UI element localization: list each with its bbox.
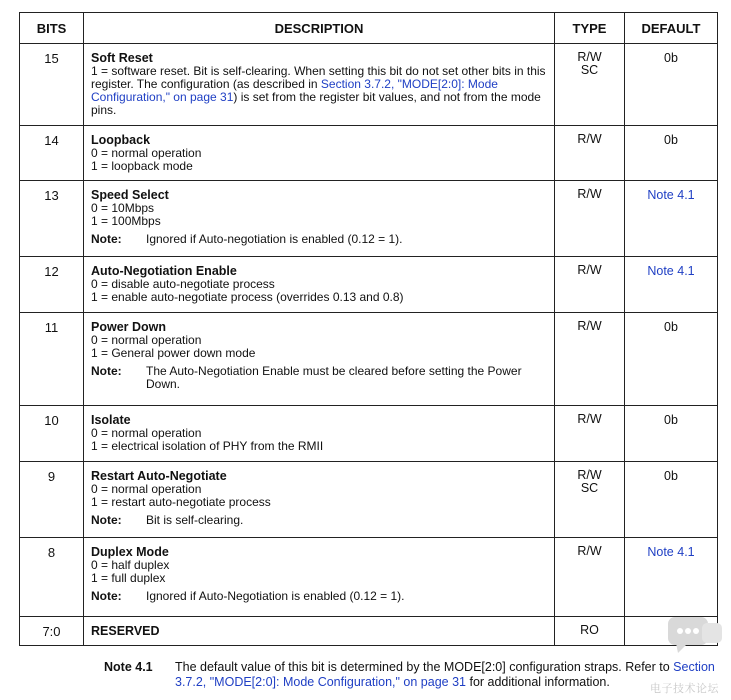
- table-row: [20, 44, 718, 126]
- note-label: Note:: [91, 232, 122, 246]
- watermark-chat-bubble-icon: [666, 615, 724, 655]
- default-cell: [625, 257, 718, 313]
- table-row: [20, 538, 718, 617]
- field-title: Speed Select: [91, 188, 169, 202]
- field-value-line: 1 = loopback mode: [91, 159, 193, 173]
- bits-cell: 11: [20, 313, 84, 406]
- field-title: Loopback: [91, 133, 151, 147]
- field-note: [91, 590, 548, 603]
- description-cell: [84, 257, 555, 313]
- table-row: [20, 126, 718, 181]
- default-cell: [625, 44, 718, 126]
- note-text: Ignored if Auto-negotiation is enabled (0.12 = 1).: [146, 232, 403, 246]
- default-cell: [625, 406, 718, 462]
- field-note: [91, 514, 548, 527]
- table-row: [20, 181, 718, 257]
- field-title: Auto-Negotiation Enable: [91, 264, 237, 278]
- note-label: Note:: [91, 513, 122, 527]
- table-row: [20, 313, 718, 406]
- bits-cell: 13: [20, 181, 84, 257]
- default-cell: [625, 313, 718, 406]
- field-value-line: 0 = normal operation: [91, 333, 202, 347]
- type-value: R/W: [577, 187, 602, 201]
- type-value: R/W: [577, 132, 602, 146]
- field-value-line: 0 = normal operation: [91, 426, 202, 440]
- field-title: RESERVED: [91, 624, 160, 638]
- default-value: 0b: [664, 469, 678, 483]
- field-value-line: 1 = restart auto-negotiate process: [91, 495, 271, 509]
- default-value: 0b: [664, 320, 678, 334]
- type-cell: [555, 257, 625, 313]
- bits-cell: 12: [20, 257, 84, 313]
- field-title: Power Down: [91, 320, 167, 334]
- description-cell: [84, 126, 555, 181]
- footnote-section-link[interactable]: Section 3.7.2, "MODE[2:0]: Mode Configuration," on page 31: [175, 660, 715, 689]
- field-value-line: 0 = disable auto-negotiate process: [91, 277, 275, 291]
- header-description: DESCRIPTION: [84, 13, 555, 44]
- type-cell: [555, 44, 625, 126]
- bits-cell: 15: [20, 44, 84, 126]
- description-cell: [84, 181, 555, 257]
- type-value: SC: [580, 63, 599, 77]
- field-value-line: 0 = half duplex: [91, 558, 170, 572]
- type-value: R/W: [577, 319, 602, 333]
- header-default: DEFAULT: [625, 13, 718, 44]
- default-note-link[interactable]: Note 4.1: [647, 188, 695, 202]
- type-value: R/W: [577, 50, 602, 64]
- note-text: The Auto-Negotiation Enable must be cleared before setting the Power Down.: [146, 364, 522, 391]
- footnote-label: Note 4.1: [104, 660, 153, 674]
- field-title: Isolate: [91, 413, 131, 427]
- field-value-line: 1 = electrical isolation of PHY from the RMII: [91, 439, 324, 453]
- note-text: Bit is self-clearing.: [146, 513, 244, 527]
- type-cell: [555, 126, 625, 181]
- bits-cell: 8: [20, 538, 84, 617]
- footnote: [104, 660, 724, 690]
- note-label: Note:: [91, 589, 122, 603]
- default-note-link[interactable]: Note 4.1: [647, 545, 695, 559]
- type-value: R/W: [577, 412, 602, 426]
- note-text: Ignored if Auto-Negotiation is enabled (0.12 = 1).: [146, 589, 405, 603]
- header-bits: BITS: [20, 13, 84, 44]
- table-row: [20, 257, 718, 313]
- default-note-link[interactable]: Note 4.1: [647, 264, 695, 278]
- type-value: SC: [580, 481, 599, 495]
- default-cell: [625, 126, 718, 181]
- bits-cell: 9: [20, 462, 84, 538]
- footnote-text-before: The default value of this bit is determined by the MODE[2:0] configuration straps. Refer to: [175, 660, 674, 674]
- field-title: Soft Reset: [91, 51, 153, 65]
- field-title: Duplex Mode: [91, 545, 169, 559]
- default-cell: [625, 462, 718, 538]
- header-type: TYPE: [555, 13, 625, 44]
- type-cell: [555, 313, 625, 406]
- type-cell: [555, 462, 625, 538]
- default-cell: [625, 181, 718, 257]
- type-value: R/W: [577, 544, 602, 558]
- field-note: [91, 365, 548, 391]
- watermark-text: 电子技术论坛: [650, 683, 719, 695]
- footnote-text-after: for additional information.: [466, 675, 610, 689]
- field-value-line: 0 = normal operation: [91, 482, 202, 496]
- type-value: R/W: [577, 468, 602, 482]
- bits-cell: 7:0: [20, 617, 84, 646]
- description-cell: [84, 462, 555, 538]
- table-row: [20, 462, 718, 538]
- footnote-text: [175, 660, 724, 690]
- field-value-line: 1 = 100Mbps: [91, 214, 161, 228]
- register-table: [19, 12, 718, 646]
- description-cell: [84, 44, 555, 126]
- description-cell: [84, 617, 555, 646]
- type-cell: [555, 181, 625, 257]
- default-value: 0b: [664, 413, 678, 427]
- default-cell: [625, 538, 718, 617]
- bits-cell: 14: [20, 126, 84, 181]
- default-value: 0b: [664, 51, 678, 65]
- description-cell: [84, 406, 555, 462]
- type-cell: [555, 406, 625, 462]
- type-value: R/W: [577, 263, 602, 277]
- table-row: [20, 406, 718, 462]
- default-value: 0b: [664, 133, 678, 147]
- type-cell: [555, 538, 625, 617]
- field-value-line: 0 = 10Mbps: [91, 201, 155, 215]
- bits-cell: 10: [20, 406, 84, 462]
- field-description: 1 = software reset. Bit is self-clearing. When setting this bit do not set other bits in this register. The configuration (as described in Section 3.7.2, "MODE[2:0]: Mode Configuration," on page 31) is set from the register bit values, and not from the mode pins.: [91, 64, 546, 117]
- section-link[interactable]: Section 3.7.2, "MODE[2:0]: Mode Configuration," on page 31: [91, 77, 498, 104]
- description-cell: [84, 538, 555, 617]
- table-row: [20, 617, 718, 646]
- field-value-line: 1 = enable auto-negotiate process (overrides 0.13 and 0.8): [91, 290, 404, 304]
- field-value-line: 1 = General power down mode: [91, 346, 256, 360]
- description-cell: [84, 313, 555, 406]
- field-note: [91, 233, 548, 246]
- field-title: Restart Auto-Negotiate: [91, 469, 227, 483]
- header-row: [20, 13, 718, 44]
- type-cell: [555, 617, 625, 646]
- field-value-line: 0 = normal operation: [91, 146, 202, 160]
- note-label: Note:: [91, 364, 122, 378]
- field-value-line: 1 = full duplex: [91, 571, 166, 585]
- type-value: RO: [580, 623, 599, 637]
